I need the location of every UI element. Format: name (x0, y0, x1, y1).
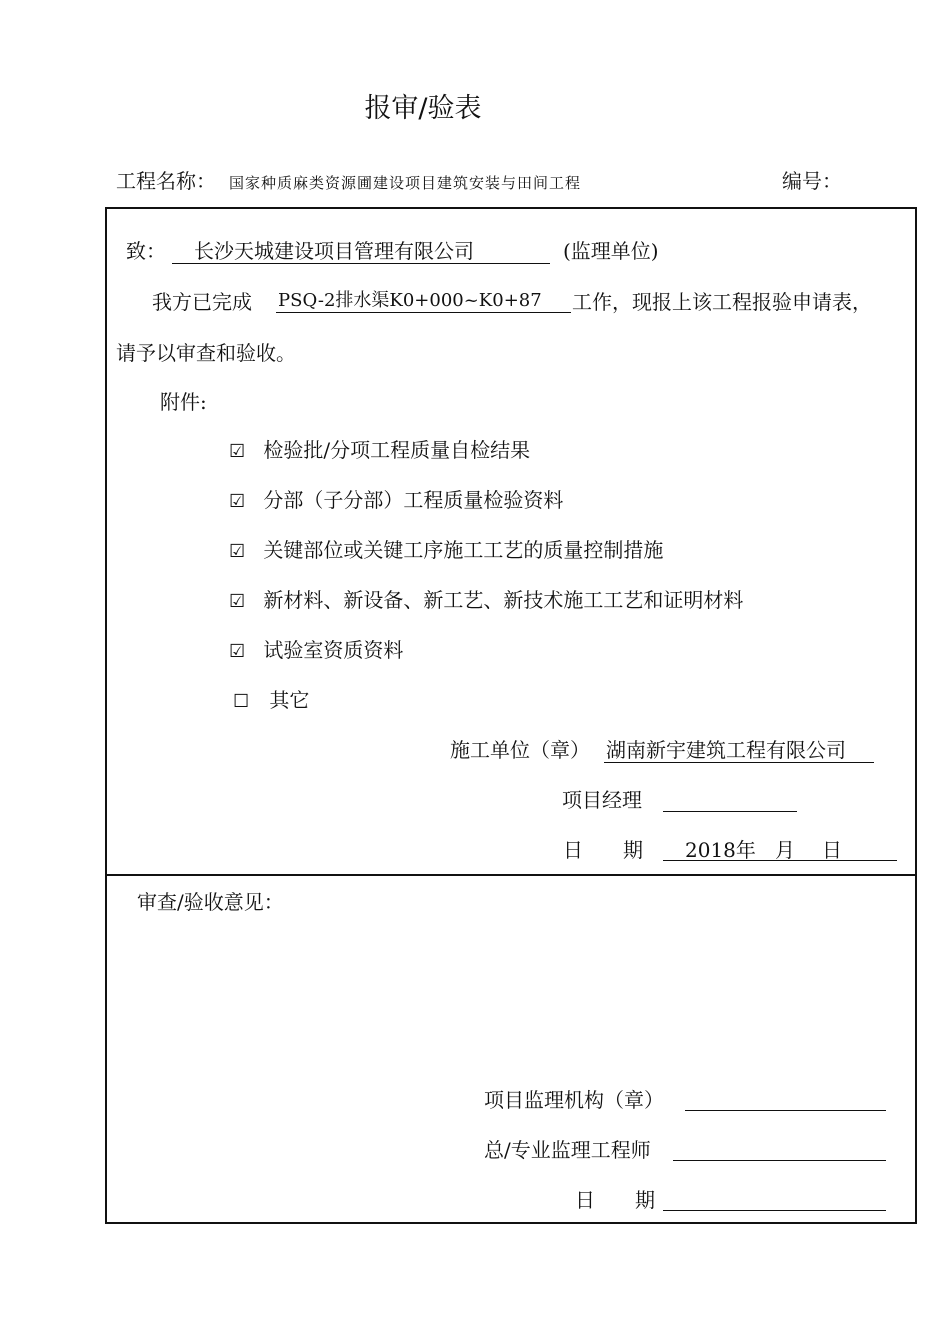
section-divider (105, 874, 917, 876)
date-month: 月 (775, 838, 795, 862)
request-line: 请予以审查和验收。 (116, 341, 296, 365)
checkbox-checked-icon: ☑ (229, 491, 246, 512)
review-opinion-label: 审查/验收意见： (137, 890, 284, 914)
checkbox-checked-icon: ☑ (229, 441, 246, 462)
completed-suffix: 工作，现报上该工程报验申请表， (572, 290, 872, 314)
supervision-org-line (685, 1110, 886, 1111)
supervision-org-label: 项目监理机构（章） (484, 1088, 664, 1112)
date-underline (663, 860, 897, 861)
attachment-text: 分部（子分部）工程质量检验资料 (263, 488, 564, 512)
completed-work: PSQ-2排水渠K0+000~K0+87 (278, 290, 542, 311)
completed-prefix: 我方已完成 (152, 290, 252, 314)
attachments-label: 附件: (160, 390, 207, 414)
supervisor-suffix: (监理单位) (563, 239, 659, 263)
to-label: 致： (126, 239, 166, 263)
attachment-item (229, 584, 743, 613)
checkbox-checked-icon: ☑ (229, 641, 246, 662)
project-name-value: 国家种质麻类资源圃建设项目建筑安装与田间工程 (229, 174, 582, 192)
attachment-text: 检验批/分项工程质量自检结果 (263, 438, 531, 462)
attachment-item (233, 684, 309, 713)
engineer-label: 总/专业监理工程师 (484, 1138, 651, 1162)
date-label: 日 期 (563, 838, 643, 862)
contractor-name: 湖南新宇建筑工程有限公司 (606, 738, 846, 762)
supervisor-name: 长沙天城建设项目管理有限公司 (194, 239, 474, 263)
completed-work-underline (276, 312, 571, 313)
attachment-text: 关键部位或关键工序施工工艺的质量控制措施 (263, 538, 664, 562)
attachment-text: 其它 (269, 688, 310, 712)
attachment-text: 新材料、新设备、新工艺、新技术施工工艺和证明材料 (263, 588, 744, 612)
checkbox-empty-icon: ☐ (233, 691, 250, 712)
contractor-underline (604, 762, 874, 763)
manager-signature-line (663, 811, 797, 812)
contractor-label: 施工单位（章） (450, 738, 590, 762)
date-day: 日 (822, 838, 842, 862)
manager-label: 项目经理 (562, 788, 642, 812)
review-date-line (663, 1210, 886, 1211)
checkbox-checked-icon: ☑ (229, 591, 246, 612)
number-label: 编号： (782, 169, 842, 193)
engineer-signature-line (673, 1160, 886, 1161)
supervisor-underline (172, 263, 550, 264)
date-year: 2018年 (685, 838, 756, 862)
attachment-item (229, 434, 530, 463)
attachment-item (229, 484, 563, 513)
checkbox-checked-icon: ☑ (229, 541, 246, 562)
page-title: 报审/验表 (364, 93, 482, 124)
review-date-label: 日 期 (575, 1188, 655, 1212)
attachment-text: 试验室资质资料 (263, 638, 404, 662)
project-name-label: 工程名称： (116, 169, 216, 193)
attachment-item (229, 534, 663, 563)
attachment-item (229, 634, 403, 663)
